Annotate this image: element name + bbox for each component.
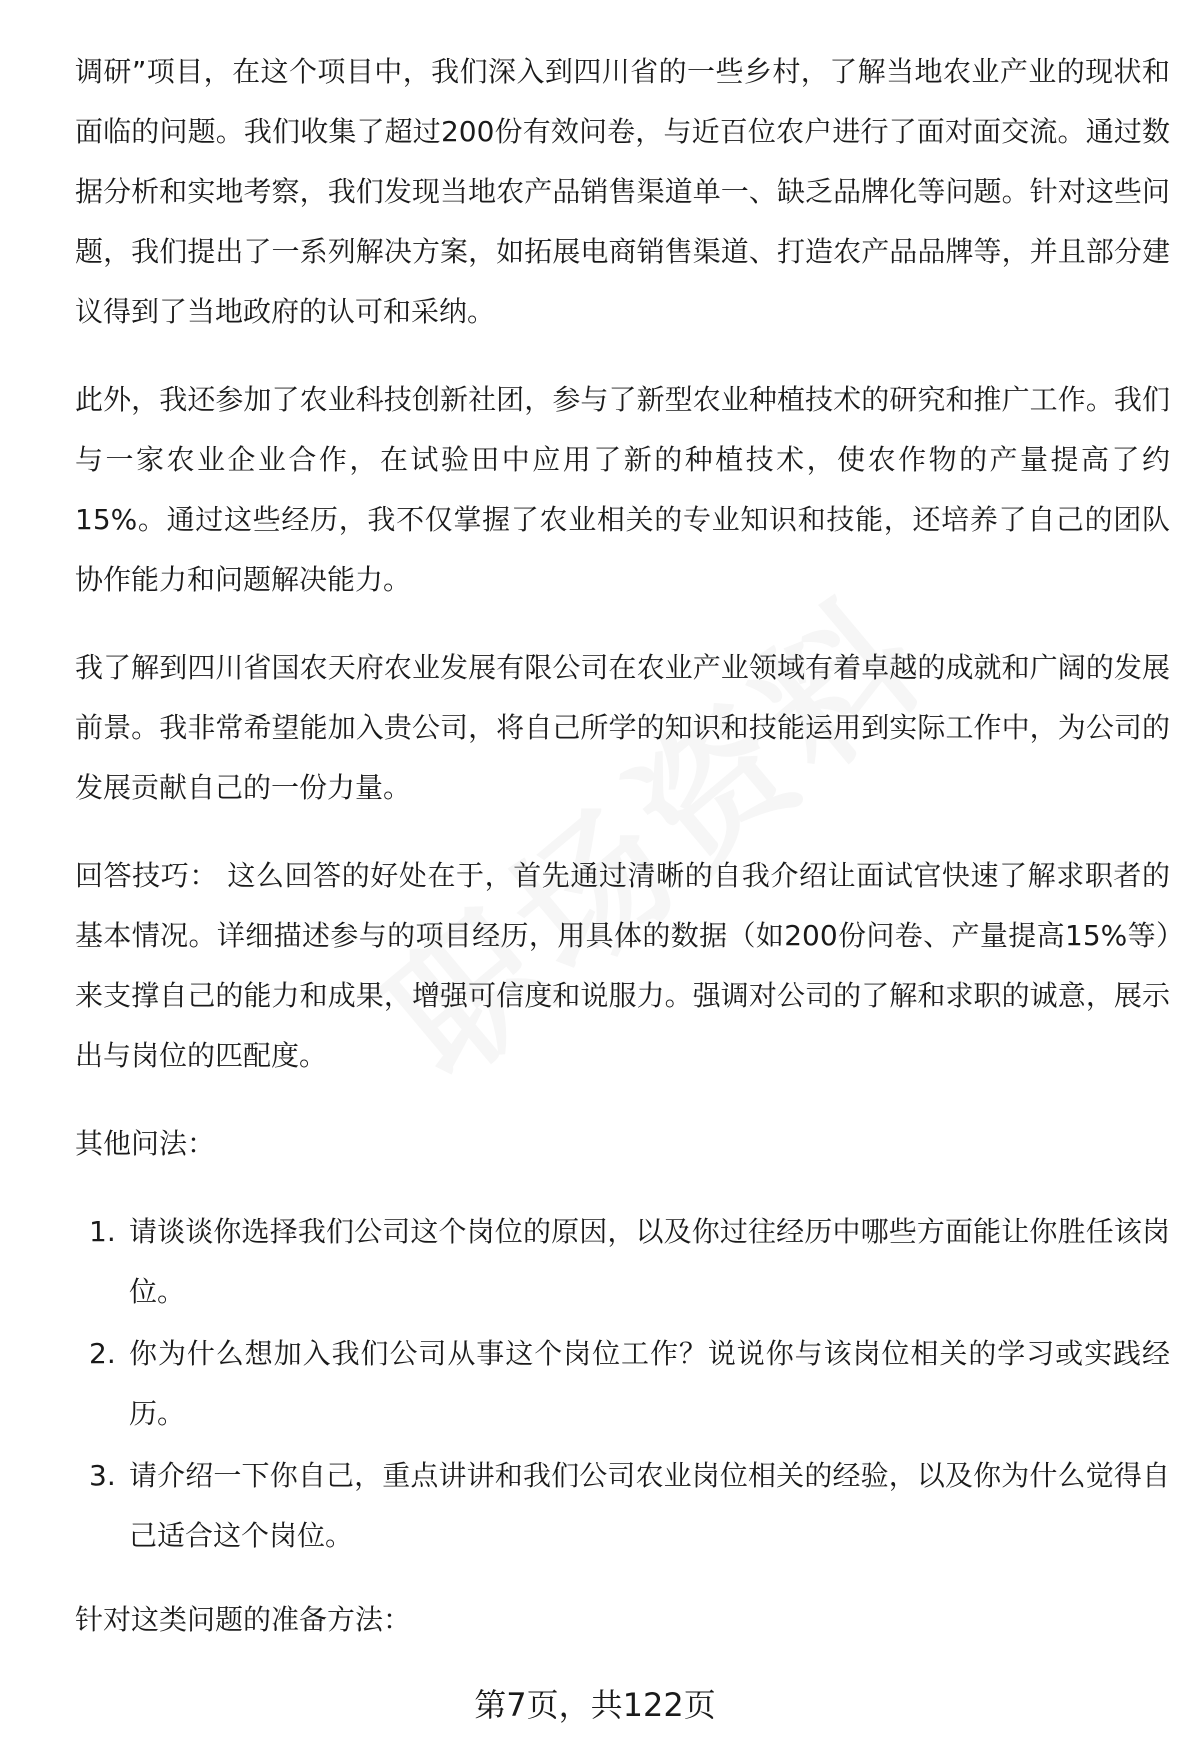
paragraph-company: 我了解到四川省国农天府农业发展有限公司在农业产业领域有着卓越的成就和广阔的发展前景。我非常希望能加入贵公司，将自己所学的知识和技能运用到实际工作中，为公司的发展贡献自己的一份力量。 [75,651,1170,804]
preparation-label: 针对这类问题的准备方法： [75,1603,412,1636]
paragraph-club: 此外，我还参加了农业科技创新社团，参与了新型农业种植技术的研究和推广工作。我们与一家农业企业合作，在试验田中应用了新的种植技术，使农作物的产量提高了约15%。通过这些经历，我不仅掌握了农业相关的专业知识和技能，还培养了自己的团队协作能力和问题解决能力。 [75,383,1170,596]
list-item-number: 2. [89,1337,116,1370]
list-item [75,1446,1170,1566]
list-item-number: 3. [89,1459,116,1492]
page-number-footer: 第7页，共122页 [474,1686,716,1724]
list-item [75,1202,1170,1322]
list-item [75,1324,1170,1444]
document-body [75,42,1170,1678]
list-item-text: 请介绍一下你自己，重点讲讲和我们公司农业岗位相关的经验，以及你为什么觉得自己适合这个岗位。 [129,1459,1170,1552]
list-item-number: 1. [89,1215,116,1248]
other-questions-list [75,1202,1170,1566]
paragraph-project: 调研”项目，在这个项目中，我们深入到四川省的一些乡村，了解当地农业产业的现状和面临的问题。我们收集了超过200份有效问卷，与近百位农户进行了面对面交流。通过数据分析和实地考察，我们发现当地农产品销售渠道单一、缺乏品牌化等问题。针对这些问题，我们提出了一系列解决方案，如拓展电商销售渠道、打造农产品品牌等，并且部分建议得到了当地政府的认可和采纳。 [75,55,1170,328]
paragraph-tips: 回答技巧： 这么回答的好处在于，首先通过清晰的自我介绍让面试官快速了解求职者的基本情况。详细描述参与的项目经历，用具体的数据（如200份问卷、产量提高15%等）来支撑自己的能力和成果，增强可信度和说服力。强调对公司的了解和求职的诚意，展示出与岗位的匹配度。 [75,859,1170,1072]
list-item-text: 你为什么想加入我们公司从事这个岗位工作？说说你与该岗位相关的学习或实践经历。 [129,1337,1170,1430]
other-questions-label: 其他问法： [75,1127,216,1160]
list-item-text: 请谈谈你选择我们公司这个岗位的原因，以及你过往经历中哪些方面能让你胜任该岗位。 [129,1215,1170,1308]
